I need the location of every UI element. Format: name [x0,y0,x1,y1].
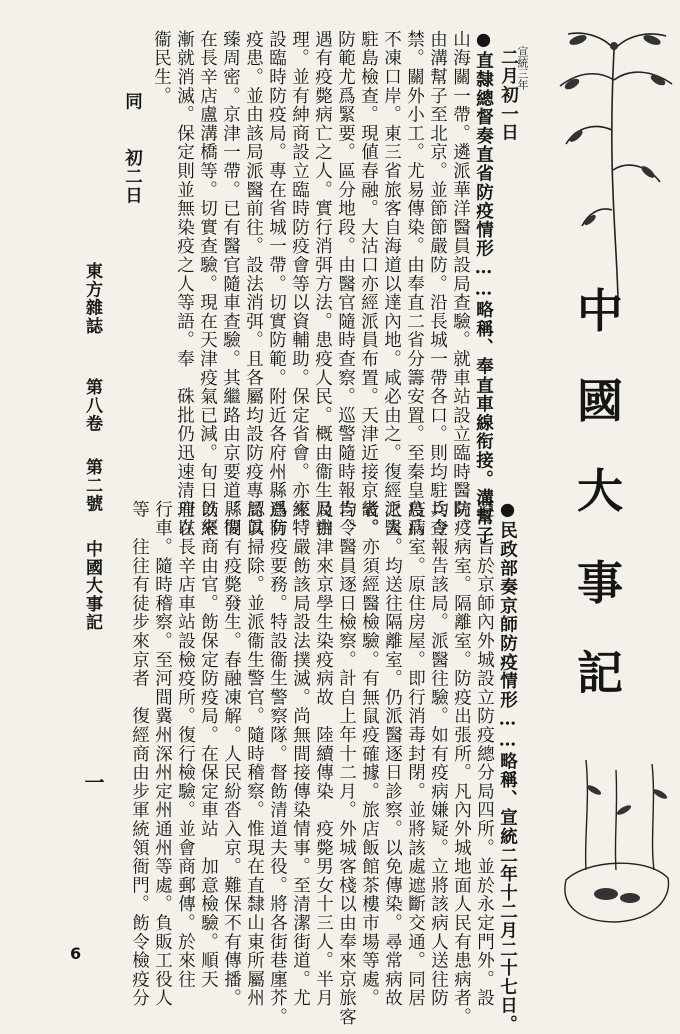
article-2-line: 行車。隨時稽察。至河間冀州深州定州通州等處。負販工役人 [152,500,173,1008]
article-2-line: 飭經商由官。飭保定防疫局。在保定車站 加意檢驗。順天 [198,500,219,989]
article-2-line: 之人。均送往隔離室。仍派醫逐日診察。以免傳染。尋常病故 [382,500,403,1008]
header-era: 宣統三年 [516,46,529,90]
article-2-lead: ●民政部奏京師防疫情形……略稱、宣統二年十二月二十七日。 [497,500,518,1034]
article-2-line: 及由津來京學生染疫病故 陸續傳染 疫斃男女十三人。半月 [313,500,334,1008]
article-1-line: 遇有疫斃病亡之人。實行消弭方法。患疫人民。概由衞生局辦 [312,30,333,538]
article-1-line: 由溝幫子至北京。並節節嚴防。沿長城一帶各口。則均駐兵查 [427,30,448,538]
article-2-line: 遵 旨於京師內外城設立防疫總分局四所。並於永定門外。設 [474,500,495,1008]
article-2-line: 均令報告該局。派醫往驗。如有疫病嫌疑。立將該病人送往防 [428,500,449,1008]
section-name: 中國大事記 [82,540,102,632]
article-2-line: 防疫病室。隔離室。防疫出張所。凡內外城地面人民有患病者。 [451,500,472,1027]
article-2-line: 縣間有疫斃發生。春融凍解。人民紛沓入京。難保不有傳播。 [221,500,242,1008]
plant-illustration [548,10,676,300]
journal-volume: 第八卷 [82,378,102,433]
bamboo-scene-illustration [556,760,674,930]
page-title-char-4: 事 [577,556,623,610]
article-2-line: 認眞掃除。並派衞生警官。隨時稽察。惟現在直隸山東所屬州 [244,500,265,1008]
article-1-line: 疫患。並由該局派醫前往。設法消弭。且各屬均設防疫專局以 [243,30,264,538]
article-1-line: 臻周密。京津一帶。已有醫官隨車查驗。其繼路由京要道。復 [220,30,241,538]
article-1-line: 理。並有紳商設立臨時防疫會等以資輔助。保定省會。亦經特 [289,30,310,538]
article-1-line: 設臨時防疫局。專在省城一帶。切實防範。附近各府州縣遇有 [266,30,287,538]
journal-name: 東方雜誌 [82,262,102,336]
article-1-line: 駐島檢查。現値春融。大沽口亦經派員布置。天津近接京畿。 [358,30,379,538]
article-1-line: 山海關一帶。遴派華洋醫員設局查驗。就車站設立臨時醫院。 [450,30,471,538]
article-2-line: 疫病室。原住房屋。即行消毒封閉。並將該處遮斷交通。同居 [405,500,426,1008]
header-date: 二月初一日 [498,48,519,142]
page-title-char-5: 記 [577,646,623,700]
article-1-lead: ●直隸總督奏直省防疫情形……略稱、奉直車線衔接。溝幫子 [473,30,494,546]
journal-issue: 第二號 [82,458,102,513]
article-1-line: 禁。關外小工。尤易傳染。由奉直二省分籌安置。至秦皇島爲 [404,30,425,538]
article-2-line: 來。嚴飭該局設法撲滅。尚無間接傳染情事。至清潔街道。尤 [290,500,311,1008]
article-2-line: 均令醫員逐日檢察。計自上年十二月。外城客棧以由奉來京旅客 [336,500,357,1027]
page-char: 一 [81,772,105,794]
article-2-line: 等 往往有徒步來京者 復經商由步軍統領衙門。飭令檢疫分 [129,500,150,1008]
article-2-line: 府在長辛店車站設檢疫所。復行檢驗。並會商郵傳。於來往 [175,500,196,989]
article-1-line: 漸就消滅。保定則並無染疫之人等語。奉 硃批仍迅速清理以 [174,30,195,538]
article-2-date: 同 初二日 [122,92,143,205]
article-1-line: 不凍口岸。東三省旅客自海道以達內地。咸必由之。復經派醫 [381,30,402,538]
page-title-char-3: 大 [577,464,623,518]
page-number: 6 [70,944,82,963]
page-title-char-2: 國 [577,374,623,428]
article-1-line: 衞民生。 [151,30,172,106]
article-1-line: 在長辛店盧溝橋等。切實查驗。現在天津疫氣已減。旬日以來 [197,30,218,538]
article-2-line: 爲防疫要務。特設衞生警察隊。督飭清道夫役。將各街巷廛芥。 [267,500,288,1027]
article-2-line: 者。亦須經醫檢驗。有無鼠疫確據。旅店飯館茶樓市場等處。 [359,500,380,1008]
page-title-char-1: 中 [577,284,623,338]
article-1-line: 防範尤爲緊要。區分地段。由醫官隨時查察。巡警隨時報告。 [335,30,356,538]
